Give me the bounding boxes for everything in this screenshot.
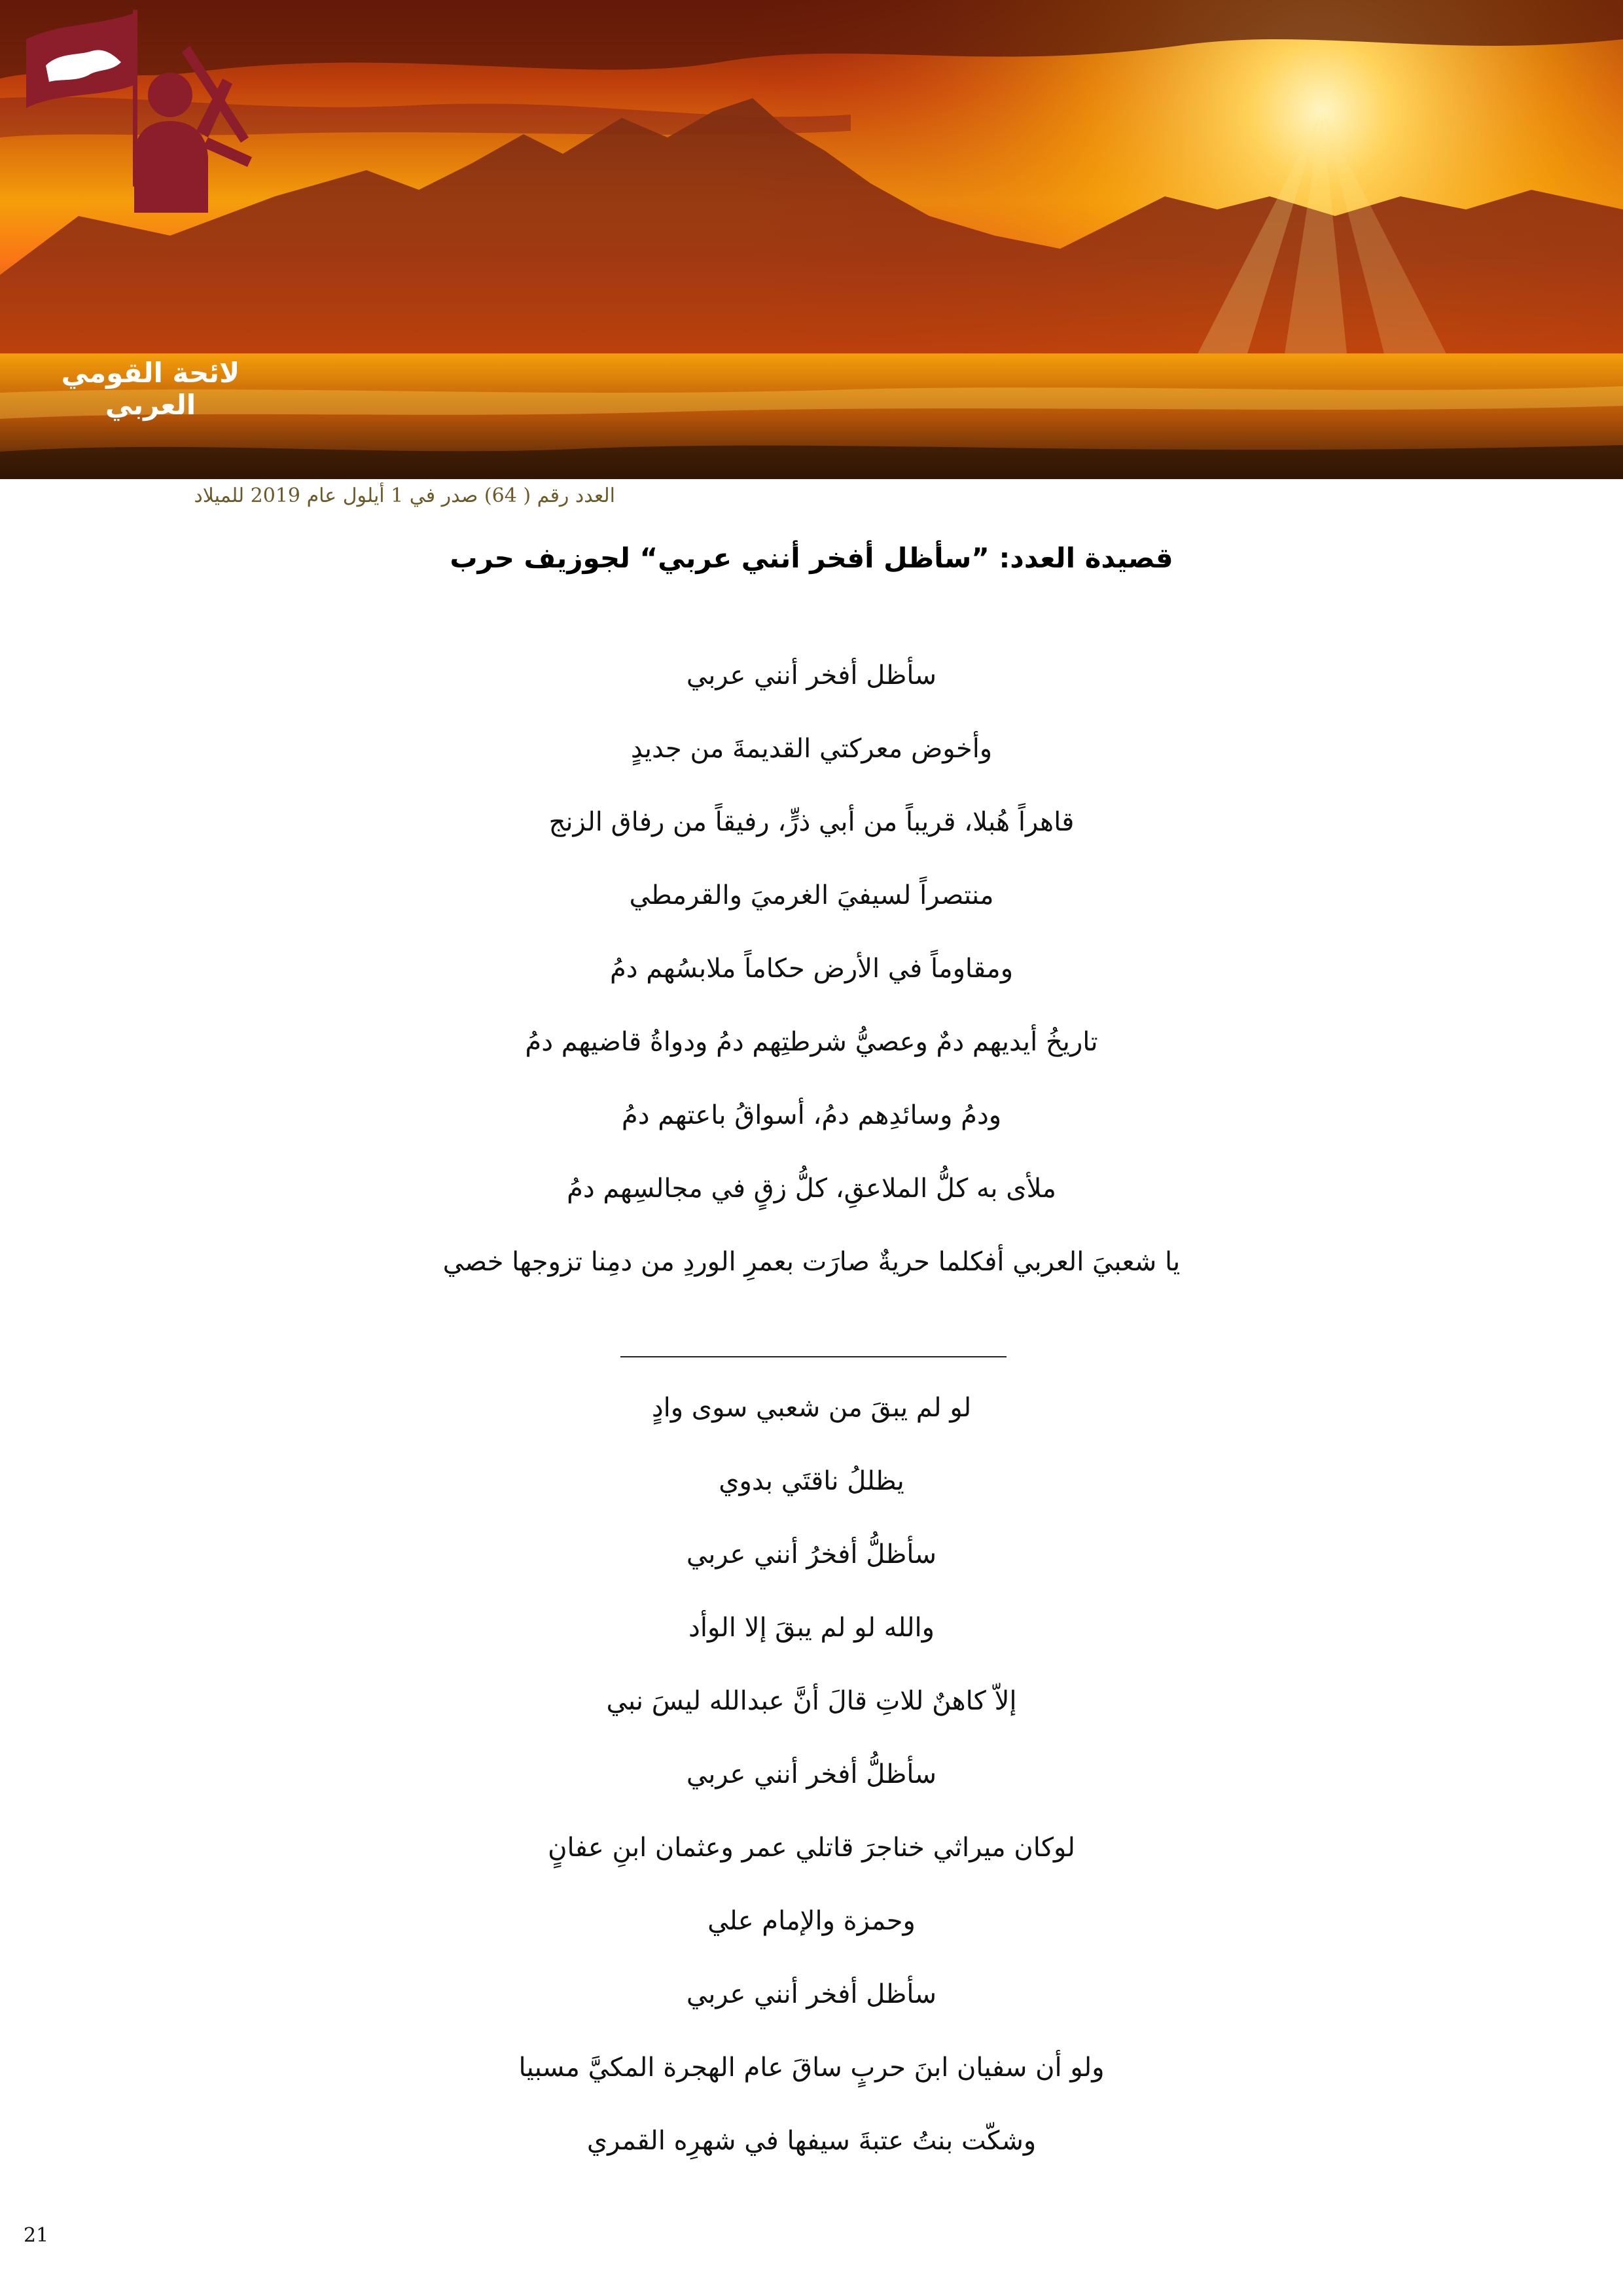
poem-stanza-1 (0, 639, 1623, 1299)
poem-line: سأظلُّ أفخرُ أنني عربي (686, 1539, 937, 1570)
poem-line: ودمُ وسائدِهم دمُ، أسواقُ باعتهم دمُ (621, 1100, 1002, 1130)
poem-line: ملأى به كلُّ الملاعقِ، كلُّ زقٍ في مجالسِهم دمُ (567, 1174, 1056, 1204)
issue-info: العدد رقم ( 64) صدر في 1 أيلول عام 2019 للميلاد (194, 484, 615, 507)
poem-line: لو لم يبقَ من شعبي سوى وادٍ (651, 1393, 972, 1423)
poem-line: وشكّت بنتُ عتبةَ سيفها في شهرِه القمري (586, 2126, 1037, 2156)
poem-line: ومقاوماً في الأرض حكاماً ملابسُهم دمُ (609, 954, 1014, 984)
poem-line: منتصراً لسيفيَ الغرميَ والقرمطي (629, 880, 994, 910)
poem-line: سأظل أفخر أنني عربي (686, 660, 937, 691)
header-banner (0, 0, 1623, 479)
poem-stanza-2 (0, 1371, 1623, 2178)
logo-text: لائحة القومي العربي (61, 357, 240, 421)
page-number: 21 (24, 2224, 49, 2247)
poem-line: قاهراً هُبلا، قريباً من أبي ذرٍّ، رفيقاً من رفاق الزنج (548, 807, 1075, 837)
poem-line: وأخوض معركتي القديمةَ من جديدٍ (630, 734, 993, 764)
poem-line: يا شعبيَ العربي أفكلما حريةٌ صارَت بعمرِ الوردِ من دمِنا تزوجها خصي (442, 1247, 1181, 1277)
poem-line: ولو أن سفيان ابنَ حربٍ ساقَ عام الهجرة المكيَّ مسبيا (518, 2053, 1105, 2083)
section-divider (620, 1356, 1007, 1357)
poem-line: والله لو لم يبقَ إلا الوأد (688, 1613, 935, 1643)
poem-line: تاريخُ أيديهم دمٌ وعصيُّ شرطتِهم دمُ ودواةُ قاضيهم دمُ (525, 1027, 1098, 1057)
poem-title: قصيدة العدد: ”سأظل أفخر أنني عربي“ لجوزيف حرب (450, 542, 1173, 574)
poem-line: سأظلُّ أفخر أنني عربي (686, 1759, 937, 1789)
poem-line: يظللُ ناقتَي بدوي (719, 1466, 904, 1496)
poem-line: إلاّ كاهنٌ للاتِ قالَ أنَّ عبدالله ليسَ نبي (606, 1686, 1017, 1716)
poem-line: لوكان ميراثي خناجرَ قاتلي عمر وعثمان ابنِ عفانٍ (548, 1833, 1075, 1863)
poem-line: سأظل أفخر أنني عربي (686, 1979, 937, 2009)
poem-line: وحمزة والإمام علي (707, 1906, 916, 1936)
logo-fighter-flag-icon (0, 0, 275, 262)
